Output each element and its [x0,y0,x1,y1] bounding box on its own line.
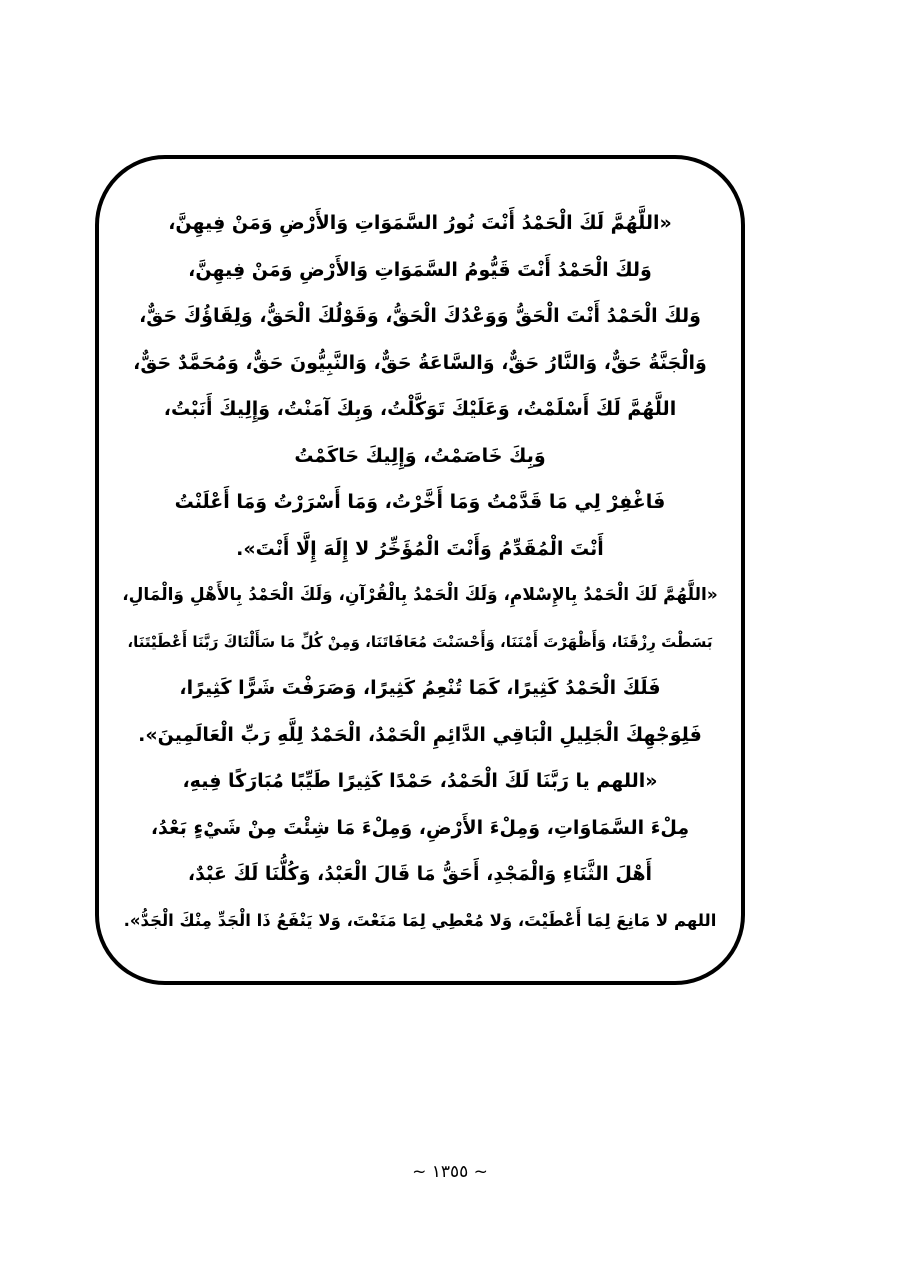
prayer-text-block [120,200,720,944]
prayer-line: فَلَكَ الْحَمْدُ كَثِيرًا، كَمَا تُنْعِمُ كَثِيرًا، وَصَرَفْتَ شَرًّا كَثِيرًا، [179,677,661,699]
prayer-line: «اللَّهُمَّ لَكَ الْحَمْدُ بِالإِسْلامِ، وَلَكَ الْحَمْدُ بِالْقُرْآنِ، وَلَكَ الْحَمْدُ بِالأَهْلِ وَالْمَالِ، [122,585,718,605]
prayer-line: أَهْلَ الثَّنَاءِ وَالْمَجْدِ، أَحَقُّ مَا قَالَ الْعَبْدُ، وَكُلُّنَا لَكَ عَبْدٌ، [187,863,653,885]
prayer-line: وَبِكَ خَاصَمْتُ، وَإِلِيكَ حَاكَمْتُ [294,444,546,467]
prayer-line: اللهم لا مَانِعَ لِمَا أَعْطَيْتَ، وَلا مُعْطِي لِمَا مَنَعْتَ، وَلا يَنْفَعُ ذَا الْجَدِّ مِنْكَ الْجَدُّ». [123,910,717,930]
prayer-line: أَنْتَ الْمُقَدِّمُ وَأَنْتَ الْمُؤَخِّرُ لا إِلَهَ إِلَّا أَنْتَ». [236,537,604,560]
prayer-line: اللَّهُمَّ لَكَ أَسْلَمْتُ، وَعَلَيْكَ تَوَكَّلْتُ، وَبِكَ آمَنْتُ، وَإِلِيكَ أَنَبْتُ، [163,398,677,420]
prayer-line: وَلكَ الْحَمْدُ أَنْتَ قَيُّومُ السَّمَوَاتِ وَالأَرْضِ وَمَنْ فِيهِنَّ، [188,258,652,281]
prayer-line: وَالْجَنَّةُ حَقٌّ، وَالنَّارُ حَقٌّ، وَالسَّاعَةُ حَقٌّ، وَالنَّبِيُّونَ حَقٌّ، وَمُحَمَّدٌ حَقٌّ، [133,351,707,374]
prayer-line: فَلِوَجْهِكَ الْجَلِيلِ الْبَاقِي الدَّائِمِ الْحَمْدُ، الْحَمْدُ لِلَّهِ رَبِّ الْعَالَمِينَ». [138,723,702,746]
page-number: ~ ١٣٥٥ ~ [412,1162,488,1182]
prayer-line: «اللهم يا رَبَّنَا لَكَ الْحَمْدُ، حَمْدًا كَثِيرًا طَيِّبًا مُبَارَكًا فِيهِ، [182,770,658,792]
prayer-line: بَسَطْتَ رِزْقَنَا، وَأَظْهَرْتَ أَمْنَنَا، وَأَحْسَنْتَ مُعَافَاتَنَا، وَمِنْ كُلِّ مَا سَأَلْنَاكَ رَبَّنَا أَعْطَيْتَنَا، [127,632,713,651]
prayer-line: وَلكَ الْحَمْدُ أَنْتَ الْحَقُّ وَوَعْدُكَ الْحَقُّ، وَقَوْلُكَ الْحَقُّ، وَلِقَاؤُكَ حَقٌّ، [139,305,701,327]
prayer-line: مِلْءَ السَّمَاوَاتِ، وَمِلْءَ الأَرْضِ، وَمِلْءَ مَا شِئْتَ مِنْ شَيْءٍ بَعْدُ، [150,816,690,839]
prayer-line: «اللَّهُمَّ لَكَ الْحَمْدُ أَنْتَ نُورُ السَّمَوَاتِ وَالأَرْضِ وَمَنْ فِيهِنَّ، [168,212,672,234]
prayer-line: فَاغْفِرْ لِي مَا قَدَّمْتُ وَمَا أَخَّرْتُ، وَمَا أَسْرَرْتُ وَمَا أَعْلَنْتُ [174,491,666,513]
